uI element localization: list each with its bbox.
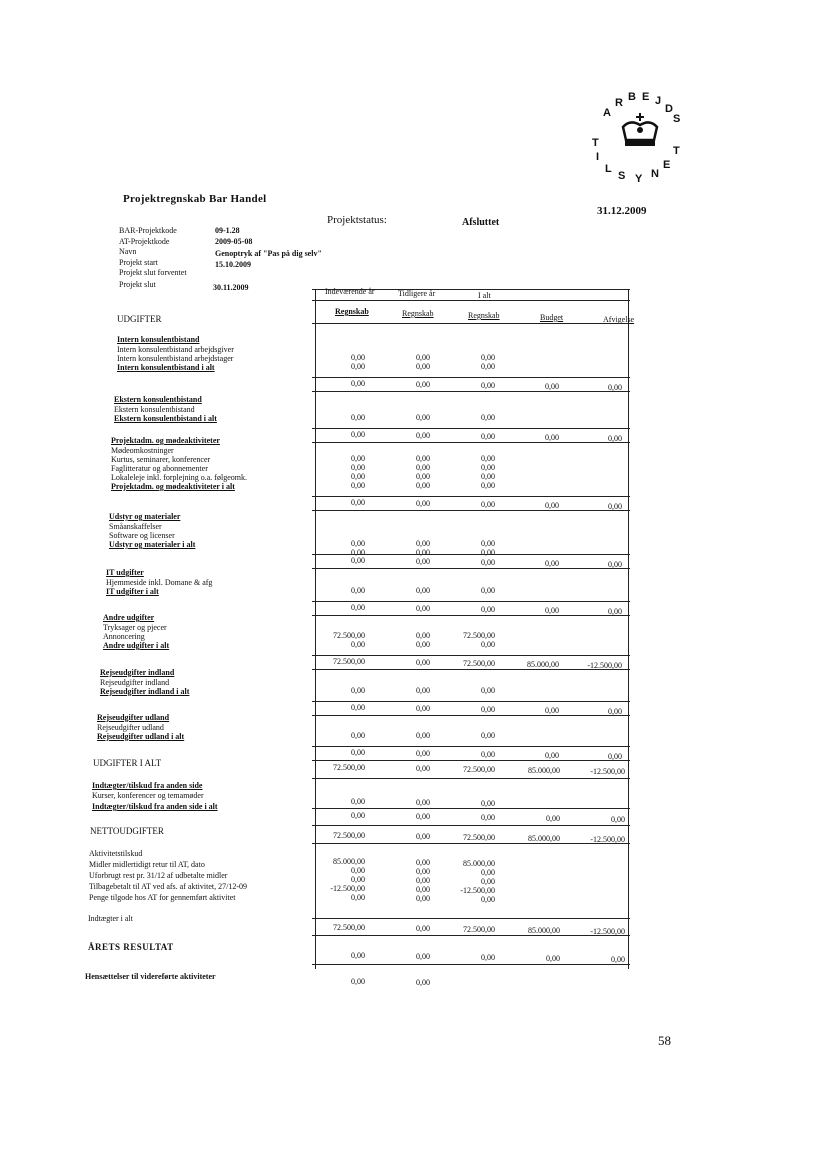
logo-letter: L bbox=[605, 163, 612, 175]
indtaegter-total-value: 0,00 bbox=[546, 814, 560, 823]
logo-letter: N bbox=[651, 168, 659, 180]
row-label: Mødeomkostninger bbox=[111, 446, 174, 455]
divider bbox=[312, 825, 630, 826]
section-divider bbox=[312, 655, 630, 656]
row-value: 0,00 bbox=[416, 640, 430, 649]
logo-letter: T bbox=[592, 137, 599, 149]
row-label: Intern konsulentbistand arbejdsgiver bbox=[117, 345, 234, 354]
row-value: 0,00 bbox=[481, 686, 495, 695]
row-value: 0,00 bbox=[416, 454, 430, 463]
logo-letter: R bbox=[615, 97, 623, 109]
section-total-value: 0,00 bbox=[545, 382, 559, 391]
aktivitet-row-label: Uforbrugt rest pr. 31/12 af udbetalte midler bbox=[89, 871, 228, 880]
logo-letter: I bbox=[596, 151, 600, 163]
section-title: Rejseudgifter indland bbox=[100, 668, 175, 677]
row-value: 0,00 bbox=[416, 463, 430, 472]
section-total-value: 0,00 bbox=[351, 703, 365, 712]
section-total-label: Rejseudgifter udland i alt bbox=[97, 732, 185, 741]
info-label: Projekt start bbox=[119, 258, 158, 267]
section-total-value: 0,00 bbox=[416, 499, 430, 508]
resultat-value: 0,00 bbox=[481, 953, 495, 962]
logo-letter: A bbox=[603, 107, 611, 119]
section-total-label: Udstyr og materialer i alt bbox=[109, 540, 196, 549]
logo bbox=[585, 85, 695, 190]
row-value: 0,00 bbox=[351, 539, 365, 548]
divider bbox=[312, 760, 630, 761]
logo-letter: T bbox=[673, 145, 680, 157]
row-value: 0,00 bbox=[351, 640, 365, 649]
section-total-value: 0,00 bbox=[608, 434, 622, 443]
row-value: 0,00 bbox=[416, 686, 430, 695]
logo-letter: J bbox=[655, 95, 662, 107]
section-total-value: 0,00 bbox=[351, 556, 365, 565]
section-total-value: 0,00 bbox=[608, 560, 622, 569]
section-divider bbox=[312, 715, 630, 716]
section-total-value: 0,00 bbox=[416, 658, 430, 667]
row-label: Rejseudgifter udland bbox=[97, 723, 164, 732]
col-header: Regnskab bbox=[468, 311, 500, 320]
section-total-label: Intern konsulentbistand i alt bbox=[117, 363, 215, 372]
divider bbox=[312, 778, 630, 779]
section-divider bbox=[312, 601, 630, 602]
resultat-value: 0,00 bbox=[611, 955, 625, 964]
logo-letter: S bbox=[618, 170, 626, 182]
divider bbox=[312, 918, 630, 919]
row-value: 0,00 bbox=[416, 362, 430, 371]
aktivitet-value: 0,00 bbox=[351, 875, 365, 884]
henssaettelser-value: 0,00 bbox=[351, 977, 365, 986]
section-total-value: 0,00 bbox=[351, 498, 365, 507]
section-divider bbox=[312, 669, 630, 670]
section-total-value: 0,00 bbox=[481, 500, 495, 509]
logo-letter: E bbox=[663, 159, 671, 171]
netto-value: 72.500,00 bbox=[463, 833, 495, 842]
divider bbox=[312, 843, 630, 844]
aktivitet-row-label: Tilbagebetalt til AT ved afs. af aktivitet, 27/12-09 bbox=[89, 882, 247, 891]
row-value: 0,00 bbox=[481, 539, 495, 548]
info-label: AT-Projektkode bbox=[119, 237, 170, 246]
indtaegter-total-label: Indtægter/tilskud fra anden side i alt bbox=[92, 802, 218, 811]
info-value: 09-1.28 bbox=[215, 226, 240, 235]
section-total-value: 72.500,00 bbox=[463, 659, 495, 668]
section-title: Rejseudgifter udland bbox=[97, 713, 170, 722]
row-value: 0,00 bbox=[351, 362, 365, 371]
logo-letter: E bbox=[642, 91, 650, 103]
header-divider bbox=[312, 300, 630, 301]
section-title: Udstyr og materialer bbox=[109, 512, 181, 521]
aktivitet-value: 0,00 bbox=[481, 895, 495, 904]
row-value: 72.500,00 bbox=[463, 631, 495, 640]
netto-value: 72.500,00 bbox=[333, 831, 365, 840]
aktivitet-row-label: Midler midlertidigt retur til AT, dato bbox=[89, 860, 205, 869]
section-title: IT udgifter bbox=[106, 568, 144, 577]
row-value: 0,00 bbox=[351, 463, 365, 472]
netto-value: 85.000,00 bbox=[528, 834, 560, 843]
indtaegter-value: 0,00 bbox=[416, 798, 430, 807]
row-label: Ekstern konsulentbistand bbox=[114, 405, 195, 414]
aktivitet-value: 0,00 bbox=[416, 858, 430, 867]
aktivitet-value: 85.000,00 bbox=[463, 859, 495, 868]
row-value: 0,00 bbox=[481, 454, 495, 463]
aktivitet-value: 0,00 bbox=[481, 877, 495, 886]
aktivitet-total-value: 72.500,00 bbox=[333, 923, 365, 932]
section-total-value: 0,00 bbox=[416, 431, 430, 440]
section-total-value: 0,00 bbox=[545, 606, 559, 615]
aktivitet-total-value: 0,00 bbox=[416, 924, 430, 933]
aktivitet-value: -12.500,00 bbox=[460, 886, 495, 895]
section-total-value: 0,00 bbox=[416, 380, 430, 389]
indtaegter-title: Indtægter/tilskud fra anden side bbox=[92, 781, 203, 790]
aktivitet-total-value: 72.500,00 bbox=[463, 925, 495, 934]
section-heading: UDGIFTER bbox=[117, 314, 162, 324]
row-value: 0,00 bbox=[481, 472, 495, 481]
udgifter-ialt-value: 72.500,00 bbox=[463, 765, 495, 774]
indtaegter-row-label: Kurser, konferencer og temamøder bbox=[92, 791, 204, 800]
section-divider bbox=[312, 554, 630, 555]
section-total-value: 0,00 bbox=[608, 502, 622, 511]
col-group-previous-years: Tidligere år bbox=[398, 289, 436, 298]
section-total-value: 0,00 bbox=[351, 430, 365, 439]
row-value: 0,00 bbox=[416, 472, 430, 481]
udgifter-ialt-value: 0,00 bbox=[416, 764, 430, 773]
row-value: 0,00 bbox=[351, 472, 365, 481]
row-label: Hjemmeside inkl. Domane & afg bbox=[106, 578, 213, 587]
section-divider bbox=[312, 701, 630, 702]
row-value: 0,00 bbox=[351, 481, 365, 490]
section-total-value: 0,00 bbox=[481, 432, 495, 441]
section-total-value: 0,00 bbox=[416, 749, 430, 758]
section-total-label: Projektadm. og mødeaktiviteter i alt bbox=[111, 482, 235, 491]
section-total-value: 0,00 bbox=[416, 604, 430, 613]
section-total-value: -12.500,00 bbox=[587, 661, 622, 670]
aktivitet-value: -12.500,00 bbox=[330, 884, 365, 893]
resultat-label: ÅRETS RESULTAT bbox=[88, 942, 174, 952]
section-divider bbox=[312, 391, 630, 392]
row-value: 0,00 bbox=[481, 413, 495, 422]
resultat-value: 0,00 bbox=[351, 951, 365, 960]
row-value: 0,00 bbox=[351, 353, 365, 362]
row-label: Småanskaffelser bbox=[109, 522, 162, 531]
indtaegter-total-value: 0,00 bbox=[611, 815, 625, 824]
section-divider bbox=[312, 510, 630, 511]
row-value: 0,00 bbox=[351, 586, 365, 595]
row-value: 0,00 bbox=[481, 362, 495, 371]
section-title: Projektadm. og mødeaktiviteter bbox=[111, 436, 220, 445]
col-group-current-year: Indeværende år bbox=[325, 287, 375, 296]
row-label: Lokaleleje inkl. forplejning o.a. følgeomk. bbox=[111, 473, 247, 482]
page-title: Projektregnskab Bar Handel bbox=[123, 193, 267, 205]
info-label: BAR-Projektkode bbox=[119, 226, 177, 235]
info-label: Projekt slut bbox=[119, 280, 156, 289]
col-group-total: I alt bbox=[478, 291, 491, 300]
resultat-value: 0,00 bbox=[546, 954, 560, 963]
section-total-label: IT udgifter i alt bbox=[106, 587, 159, 596]
row-label: Annoncering bbox=[103, 632, 145, 641]
col-header: Regnskab bbox=[402, 309, 434, 318]
section-divider bbox=[312, 746, 630, 747]
section-total-value: 0,00 bbox=[545, 706, 559, 715]
section-title: Andre udgifter bbox=[103, 613, 155, 622]
section-title: Intern konsulentbistand bbox=[117, 335, 200, 344]
section-total-value: 0,00 bbox=[608, 707, 622, 716]
section-total-value: 0,00 bbox=[608, 752, 622, 761]
aktivitet-value: 0,00 bbox=[351, 893, 365, 902]
section-total-label: Andre udgifter i alt bbox=[103, 641, 170, 650]
row-value: 0,00 bbox=[351, 454, 365, 463]
row-label: Faglitteratur og abonnementer bbox=[111, 464, 208, 473]
logo-letter: D bbox=[665, 103, 673, 115]
row-value: 0,00 bbox=[416, 481, 430, 490]
row-value: 0,00 bbox=[481, 353, 495, 362]
section-divider bbox=[312, 496, 630, 497]
logo-letter: Y bbox=[635, 173, 643, 185]
page-number: 58 bbox=[658, 1033, 671, 1048]
info-value: 30.11.2009 bbox=[213, 283, 249, 292]
udgifter-ialt-value: -12.500,00 bbox=[590, 767, 625, 776]
indtaegter-value: 0,00 bbox=[351, 797, 365, 806]
section-total-label: Rejseudgifter indland i alt bbox=[100, 687, 190, 696]
section-total-value: 0,00 bbox=[351, 379, 365, 388]
henssaettelser-value: 0,00 bbox=[416, 978, 430, 987]
indtaegter-total-value: 0,00 bbox=[481, 813, 495, 822]
section-total-value: 0,00 bbox=[545, 433, 559, 442]
row-value: 0,00 bbox=[416, 353, 430, 362]
section-total-value: 0,00 bbox=[416, 704, 430, 713]
netto-label: NETTOUDGIFTER bbox=[90, 826, 164, 836]
section-divider bbox=[312, 615, 630, 616]
info-value: 15.10.2009 bbox=[215, 260, 251, 269]
col-header: Budget bbox=[540, 313, 564, 322]
crown-icon bbox=[619, 113, 661, 151]
row-value: 0,00 bbox=[351, 413, 365, 422]
section-divider bbox=[312, 442, 630, 443]
section-total-value: 0,00 bbox=[608, 383, 622, 392]
logo-letter: S bbox=[673, 113, 681, 125]
section-total-value: 72.500,00 bbox=[333, 657, 365, 666]
section-total-value: 85.000,00 bbox=[527, 660, 559, 669]
row-value: 0,00 bbox=[351, 548, 365, 557]
row-value: 0,00 bbox=[416, 548, 430, 557]
aktivitet-row-label: Penge tilgode hos AT for gennemført aktivitet bbox=[89, 893, 236, 902]
row-label: Kurtus, seminarer, konferencer bbox=[111, 455, 211, 464]
section-total-value: 0,00 bbox=[608, 607, 622, 616]
netto-value: -12.500,00 bbox=[590, 835, 625, 844]
info-value: 2009-05-08 bbox=[215, 237, 253, 246]
row-value: 0,00 bbox=[481, 640, 495, 649]
row-value: 0,00 bbox=[416, 731, 430, 740]
info-label: Navn bbox=[119, 247, 137, 256]
row-label: Tryksager og pjecer bbox=[103, 623, 167, 632]
row-value: 0,00 bbox=[481, 731, 495, 740]
section-total-value: 0,00 bbox=[481, 558, 495, 567]
logo-letter: B bbox=[628, 91, 636, 103]
row-label: Intern konsulentbistand arbejdstager bbox=[117, 354, 234, 363]
udgifter-ialt-value: 85.000,00 bbox=[528, 766, 560, 775]
indtaegter-total-value: 0,00 bbox=[351, 811, 365, 820]
section-total-value: 0,00 bbox=[481, 381, 495, 390]
section-total-value: 0,00 bbox=[481, 605, 495, 614]
row-label: Software og licenser bbox=[109, 531, 175, 540]
status-label: Projektstatus: bbox=[327, 214, 387, 226]
divider bbox=[312, 808, 630, 809]
info-value: Genoptryk af "Pas på dig selv" bbox=[215, 249, 322, 258]
row-value: 0,00 bbox=[416, 539, 430, 548]
col-header: Regnskab bbox=[335, 307, 369, 316]
col-header: Afvigelse bbox=[603, 315, 635, 324]
section-total-value: 0,00 bbox=[545, 751, 559, 760]
henssaettelser-label: Hensættelser til videreførte aktiviteter bbox=[85, 972, 216, 981]
section-total-label: Ekstern konsulentbistand i alt bbox=[114, 414, 217, 423]
status-value: Afsluttet bbox=[462, 217, 500, 228]
aktivitet-value: 0,00 bbox=[416, 867, 430, 876]
row-value: 0,00 bbox=[416, 413, 430, 422]
section-title: Ekstern konsulentbistand bbox=[114, 395, 202, 404]
info-label: Projekt slut forventet bbox=[119, 268, 187, 277]
row-value: 0,00 bbox=[416, 631, 430, 640]
subheader-divider bbox=[312, 323, 630, 324]
resultat-value: 0,00 bbox=[416, 952, 430, 961]
udgifter-ialt-label: UDGIFTER I ALT bbox=[93, 758, 162, 768]
aktivitet-total-label: Indtægter i alt bbox=[88, 914, 133, 923]
row-value: 0,00 bbox=[416, 586, 430, 595]
section-divider bbox=[312, 377, 630, 378]
row-value: 0,00 bbox=[481, 481, 495, 490]
aktivitet-value: 0,00 bbox=[351, 866, 365, 875]
aktivitet-total-value: 85.000,00 bbox=[528, 926, 560, 935]
row-value: 0,00 bbox=[351, 686, 365, 695]
divider bbox=[312, 935, 630, 936]
aktivitet-value: 85.000,00 bbox=[333, 857, 365, 866]
section-total-value: 0,00 bbox=[481, 705, 495, 714]
row-label: Rejseudgifter indland bbox=[100, 678, 170, 687]
aktivitet-value: 0,00 bbox=[481, 868, 495, 877]
section-divider bbox=[312, 428, 630, 429]
row-value: 0,00 bbox=[481, 586, 495, 595]
section-total-value: 0,00 bbox=[481, 750, 495, 759]
aktivitet-value: 0,00 bbox=[416, 876, 430, 885]
aktivitet-value: 0,00 bbox=[416, 885, 430, 894]
indtaegter-value: 0,00 bbox=[481, 799, 495, 808]
row-value: 0,00 bbox=[481, 548, 495, 557]
indtaegter-total-value: 0,00 bbox=[416, 812, 430, 821]
udgifter-ialt-value: 72.500,00 bbox=[333, 763, 365, 772]
netto-value: 0,00 bbox=[416, 832, 430, 841]
row-value: 0,00 bbox=[481, 463, 495, 472]
row-value: 72.500,00 bbox=[333, 631, 365, 640]
section-total-value: 0,00 bbox=[545, 559, 559, 568]
divider bbox=[312, 964, 630, 965]
section-total-value: 0,00 bbox=[416, 557, 430, 566]
section-total-value: 0,00 bbox=[545, 501, 559, 510]
section-total-value: 0,00 bbox=[351, 603, 365, 612]
section-total-value: 0,00 bbox=[351, 748, 365, 757]
report-date: 31.12.2009 bbox=[597, 205, 647, 217]
section-divider bbox=[312, 568, 630, 569]
aktivitet-value: 0,00 bbox=[416, 894, 430, 903]
row-value: 0,00 bbox=[351, 731, 365, 740]
aktivitet-total-value: -12.500,00 bbox=[590, 927, 625, 936]
aktivitet-title: Aktivitetstilskud bbox=[89, 849, 143, 858]
